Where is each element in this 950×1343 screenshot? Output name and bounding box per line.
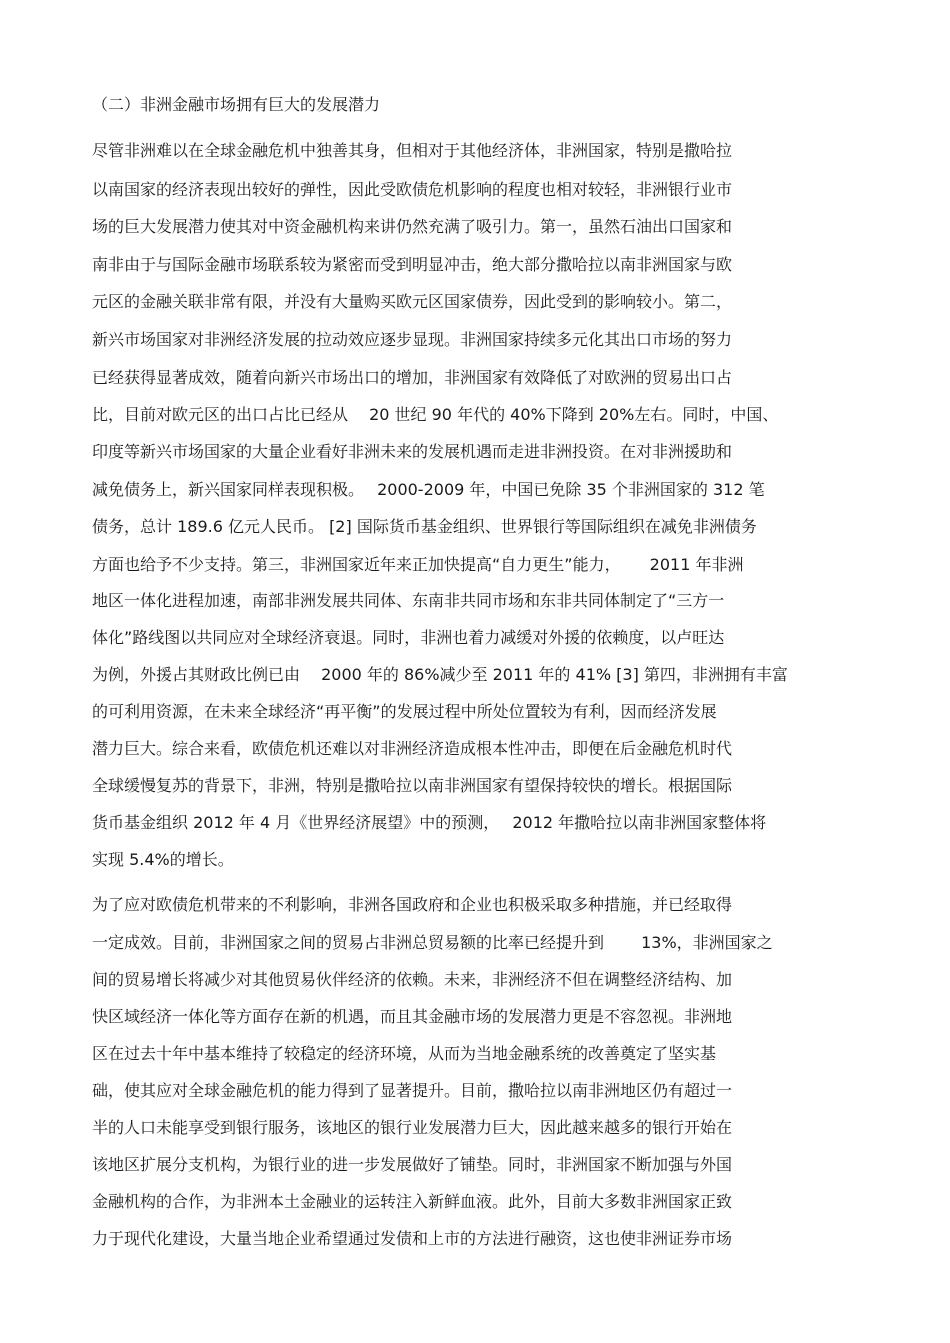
paragraph-line: 一定成效。目前，非洲国家之间的贸易占非洲总贸易额的比率已经提升到 13%，非洲国家之 xyxy=(92,933,773,952)
paragraph-line: 半的人口未能享受到银行服务，该地区的银行业发展潜力巨大，因此越来越多的银行开始在 xyxy=(92,1118,733,1137)
paragraph-line: 全球缓慢复苏的背景下，非洲，特别是撒哈拉以南非洲国家有望保持较快的增长。根据国际 xyxy=(92,776,733,795)
paragraph-line: 尽管非洲难以在全球金融危机中独善其身，但相对于其他经济体，非洲国家，特别是撒哈拉 xyxy=(92,141,733,160)
paragraph-line: 南非由于与国际金融市场联系较为紧密而受到明显冲击，绝大部分撒哈拉以南非洲国家与欧 xyxy=(92,255,733,274)
paragraph-line: 为例，外援占其财政比例已由 2000 年的 86%减少至 2011 年的 41% [3] 第四，非洲拥有丰富 xyxy=(92,665,788,684)
paragraph-line: 间的贸易增长将减少对其他贸易伙伴经济的依赖。未来，非洲经济不但在调整经济结构、加 xyxy=(92,970,733,989)
section-heading: （二）非洲金融市场拥有巨大的发展潜力 xyxy=(92,95,381,114)
paragraph-line: 债务，总计 189.6 亿元人民币。 [2] 国际货币基金组织、世界银行等国际组织在减免非洲债务 xyxy=(92,517,757,536)
paragraph-line: 力于现代化建设，大量当地企业希望通过发债和上市的方法进行融资，这也使非洲证券市场 xyxy=(92,1229,733,1248)
paragraph-line: 区在过去十年中基本维持了较稳定的经济环境，从而为当地金融系统的改善奠定了坚实基 xyxy=(92,1044,717,1063)
paragraph-line: 新兴市场国家对非洲经济发展的拉动效应逐步显现。非洲国家持续多元化其出口市场的努力 xyxy=(92,330,733,349)
paragraph-line: 地区一体化进程加速，南部非洲发展共同体、东南非共同市场和东非共同体制定了“三方一 xyxy=(92,591,725,610)
paragraph-line: 潜力巨大。综合来看，欧债危机还难以对非洲经济造成根本性冲击，即便在后金融危机时代 xyxy=(92,739,733,758)
paragraph-line: 货币基金组织 2012 年 4 月《世界经济展望》中的预测， 2012 年撒哈拉以南非洲国家整体将 xyxy=(92,813,767,832)
paragraph-line: 场的巨大发展潜力使其对中资金融机构来讲仍然充满了吸引力。第一，虽然石油出口国家和 xyxy=(92,217,733,236)
paragraph-line: 以南国家的经济表现出较好的弹性，因此受欧债危机影响的程度也相对较轻，非洲银行业市 xyxy=(92,180,733,199)
paragraph-line: 已经获得显著成效，随着向新兴市场出口的增加，非洲国家有效降低了对欧洲的贸易出口占 xyxy=(92,368,733,387)
paragraph-line: 减免债务上，新兴国家同样表现积极。 2000-2009 年，中国已免除 35 个非洲国家的 312 笔 xyxy=(92,480,765,499)
paragraph-line: 比，目前对欧元区的出口占比已经从 20 世纪 90 年代的 40%下降到 20%左右。同时，中国、 xyxy=(92,405,779,424)
paragraph-line: 金融机构的合作，为非洲本土金融业的运转注入新鲜血液。此外，目前大多数非洲国家正致 xyxy=(92,1192,733,1211)
paragraph-line: 印度等新兴市场国家的大量企业看好非洲未来的发展机遇而走进非洲投资。在对非洲援助和 xyxy=(92,442,733,461)
paragraph-line: 方面也给予不少支持。第三，非洲国家近年来正加快提高“自力更生”能力， 2011 年非洲 xyxy=(92,555,744,574)
paragraph-line: 实现 5.4%的增长。 xyxy=(92,850,234,869)
paragraph-line: 础，使其应对全球金融危机的能力得到了显著提升。目前，撒哈拉以南非洲地区仍有超过一 xyxy=(92,1081,733,1100)
paragraph-line: 为了应对欧债危机带来的不利影响，非洲各国政府和企业也积极采取多种措施，并已经取得 xyxy=(92,895,733,914)
paragraph-line: 体化”路线图以共同应对全球经济衰退。同时，非洲也着力减缓对外援的依赖度，以卢旺达 xyxy=(92,628,725,647)
paragraph-line: 元区的金融关联非常有限，并没有大量购买欧元区国家债券，因此受到的影响较小。第二， xyxy=(92,292,733,311)
paragraph-line: 该地区扩展分支机构，为银行业的进一步发展做好了铺垫。同时，非洲国家不断加强与外国 xyxy=(92,1155,733,1174)
paragraph-line: 快区域经济一体化等方面存在新的机遇，而且其金融市场的发展潜力更是不容忽视。非洲地 xyxy=(92,1007,733,1026)
paragraph-line: 的可利用资源，在未来全球经济“再平衡”的发展过程中所处位置较为有利，因而经济发展 xyxy=(92,702,717,721)
